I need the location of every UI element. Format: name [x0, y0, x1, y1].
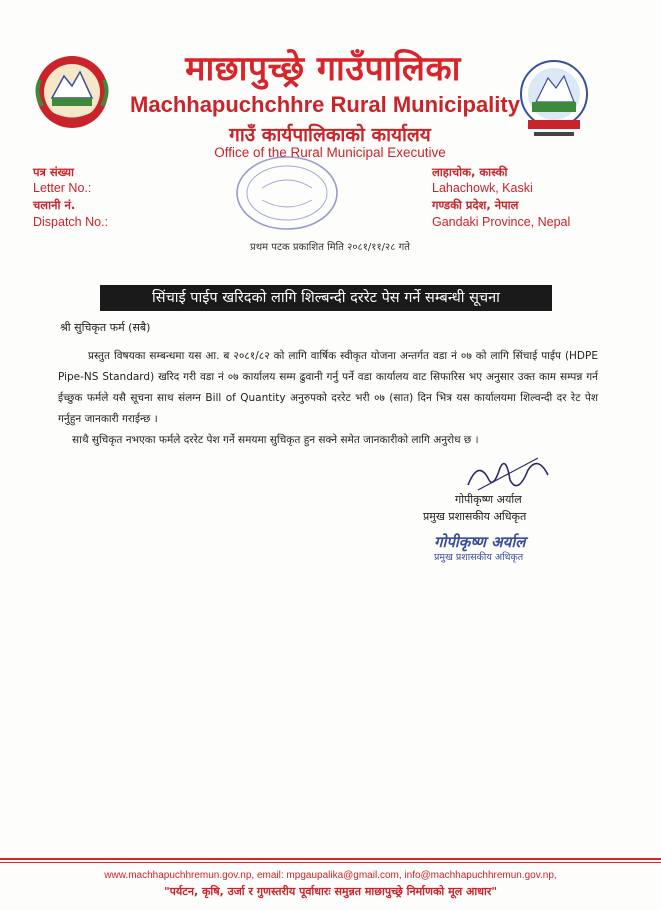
office-stamp-icon — [232, 152, 342, 234]
office-title-nepali: गाउँ कार्यपालिकाको कार्यालय — [229, 124, 431, 146]
signatory-title: प्रमुख प्रशासकीय अधिकृत — [423, 510, 527, 523]
municipality-title-english: Machhapuchchhre Rural Municipality — [130, 92, 520, 117]
notice-title: सिंचाई पाईप खरिदको लागि शिल्बन्दी दररेट पेस गर्ने सम्बन्धी सूचना — [152, 290, 500, 306]
signatory-name: गोपीकृष्ण अर्याल — [455, 493, 522, 506]
province-english: Gandaki Province, Nepal — [432, 215, 571, 229]
nepal-emblem-icon — [30, 50, 114, 134]
publish-date: प्रथम पटक प्रकाशित मिति २०८१/११/२८ गते — [250, 242, 410, 253]
office-title-english: Office of the Rural Municipal Executive — [214, 145, 446, 160]
province-nepali: गण्डकी प्रदेश, नेपाल — [432, 198, 519, 212]
body-paragraph — [58, 346, 598, 430]
stamp-signatory-title: प्रमुख प्रशासकीय अधिकृत — [434, 552, 524, 563]
footer-motto: "पर्यटन, कृषि, उर्जा र गुणस्तरीय पूर्वाधारः समुन्नत माछापुच्छ्रे निर्माणको मूल आधार" — [163, 885, 498, 898]
municipality-title-nepali: माछापुच्छ्रे गाउँपालिका — [185, 49, 461, 89]
letter-no-label-nepali: पत्र संख्या — [33, 165, 75, 179]
footer-divider — [0, 858, 661, 860]
letter-no-label: Letter No.: — [33, 181, 92, 195]
place-nepali: लाहाचोक, कास्की — [432, 165, 508, 179]
footer-divider-thin — [0, 862, 661, 863]
dispatch-no-label: Dispatch No.: — [33, 215, 109, 229]
place-english: Lahachowk, Kaski — [432, 181, 533, 195]
body-paragraph-2: साथै सुचिकृत नभएका फर्मले दररेट पेश गर्ने समयमा सुचिकृत हुन सक्ने समेत जानकारीको लागि अनुरोध छ । — [72, 434, 479, 446]
footer-contact: www.machhapuchhremun.gov.np, email: mpgaupalika@gmail.com, info@machhapuchhremun.gov.np, — [104, 870, 557, 881]
stamp-signatory-name: गोपीकृष्ण अर्याल — [434, 533, 526, 551]
dispatch-no-label-nepali: चलानी नं. — [33, 198, 76, 212]
salutation: श्री सुचिकृत फर्म (सबै) — [60, 321, 151, 334]
body-paragraph-text: प्रस्तुत विषयका सम्बन्धमा यस आ. ब २०८१/८२ को लागि वार्षिक स्वीकृत योजना अन्तर्गत वडा नं ०७ को लागि सिंचाई पाईप (HDPE Pipe-NS Standard) खरिद गरी वडा नं ०७ कार्यालय सम्म ढुवानी गर्नु पर्ने वडा कार्यालय वाट सिफारिस भए अनुसार उक्त काम सम्पन्न गर्न ईच्छुक फर्मले यसै सूचना साथ संलग्न Bill of Quantity अनुरुपको दररेट भरी ०७ (सात) दिन भित्र यस कार्यालयमा शिल्वन्दी दर रेट पेश गर्नुहुन जानकारी गराईन्छ । — [58, 350, 598, 425]
